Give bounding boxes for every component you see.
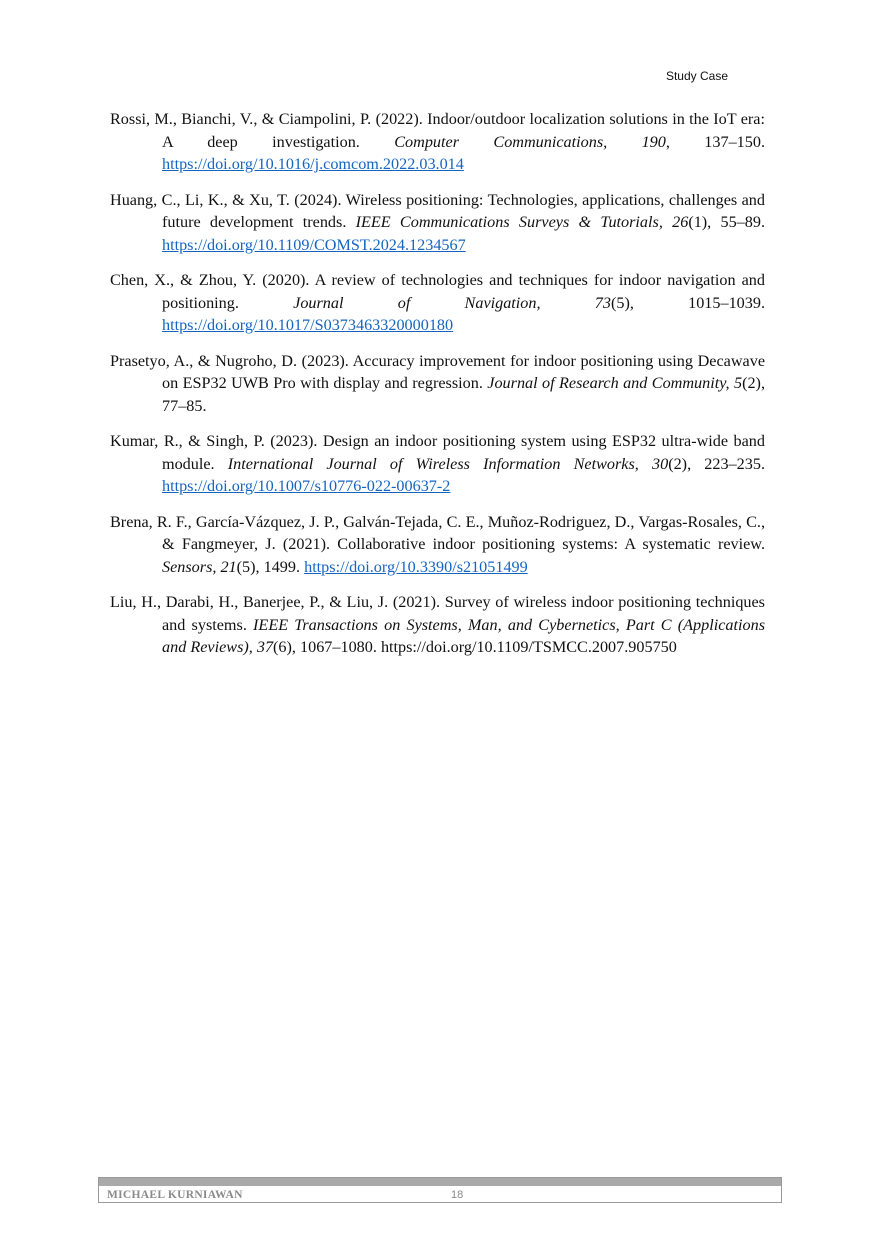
- doi-link[interactable]: https://doi.org/10.1016/j.comcom.2022.03.014: [162, 155, 464, 173]
- reference-item: [110, 511, 765, 579]
- doi-link[interactable]: https://doi.org/10.1109/COMST.2024.1234567: [162, 235, 466, 254]
- doi-link[interactable]: https://doi.org/10.1017/S0373463320000180: [162, 316, 454, 334]
- reference-source: Sensors, 21: [162, 557, 237, 576]
- reference-item: [110, 269, 765, 337]
- reference-details: (1), 55–89.: [688, 213, 766, 231]
- reference-source: Journal of Research and Community, 5: [487, 374, 743, 392]
- reference-list: [110, 108, 765, 672]
- reference-text: Liu, H., Darabi, H., Banerjee, P., & Liu, J. (2021). Survey of wireless indoor positioning techniques and systems.: [110, 593, 765, 634]
- reference-item: [110, 430, 765, 498]
- doi-link[interactable]: https://doi.org/10.3390/s21051499: [304, 557, 528, 576]
- reference-source: Computer Communications, 190: [394, 132, 666, 151]
- reference-item: [110, 108, 765, 176]
- reference-text: Prasetyo, A., & Nugroho, D. (2023). Accuracy improvement for indoor positioning using Decawave on ESP32 UWB Pro with display and regression.: [110, 351, 765, 392]
- reference-details: (2), 77–85.: [162, 374, 765, 415]
- reference-details: (6), 1067–1080.: [273, 638, 381, 656]
- running-header: Study Case: [665, 69, 728, 83]
- page-number: 18: [451, 1189, 464, 1201]
- reference-source: International Journal of Wireless Information Networks, 30: [227, 454, 669, 473]
- reference-details: (2), 223–235.: [668, 454, 766, 473]
- reference-source: IEEE Communications Surveys & Tutorials, 26: [355, 213, 689, 231]
- reference-text: Kumar, R., & Singh, P. (2023). Design an indoor positioning system using ESP32 ultra-wide band module.: [110, 432, 765, 473]
- reference-item: [110, 591, 765, 659]
- reference-source: Journal of Navigation, 73: [293, 293, 611, 312]
- footer-rule: [99, 1178, 781, 1186]
- footer-author: MICHAEL KURNIAWAN: [107, 1189, 243, 1201]
- reference-details: , 137–150.: [665, 132, 766, 151]
- doi-text: https://doi.org/10.1109/TSMCC.2007.905750: [380, 638, 677, 656]
- reference-source: IEEE Transactions on Systems, Man, and Cybernetics, Part C (Applications and Reviews), 37: [162, 615, 766, 656]
- reference-text: Rossi, M., Bianchi, V., & Ciampolini, P. (2022). Indoor/outdoor localization solutions in the IoT era: A deep investigation.: [110, 110, 765, 151]
- page-footer: [98, 1177, 782, 1203]
- reference-text: Brena, R. F., García-Vázquez, J. P., Galván-Tejada, C. E., Muñoz-Rodriguez, D., Vargas-Rosales, C., & Fangmeyer, J. (2021). Collaborative indoor positioning systems: A systematic review.: [110, 512, 765, 553]
- reference-details: (5), 1499.: [236, 557, 305, 576]
- reference-item: [110, 350, 765, 418]
- doi-link[interactable]: https://doi.org/10.1007/s10776-022-00637-2: [162, 477, 451, 495]
- reference-details: (5), 1015–1039.: [610, 293, 766, 312]
- reference-text: Chen, X., & Zhou, Y. (2020). A review of technologies and techniques for indoor navigation and positioning.: [110, 271, 765, 312]
- reference-text: Huang, C., Li, K., & Xu, T. (2024). Wireless positioning: Technologies, applications, challenges and future development trends.: [110, 190, 765, 231]
- reference-item: [110, 189, 765, 257]
